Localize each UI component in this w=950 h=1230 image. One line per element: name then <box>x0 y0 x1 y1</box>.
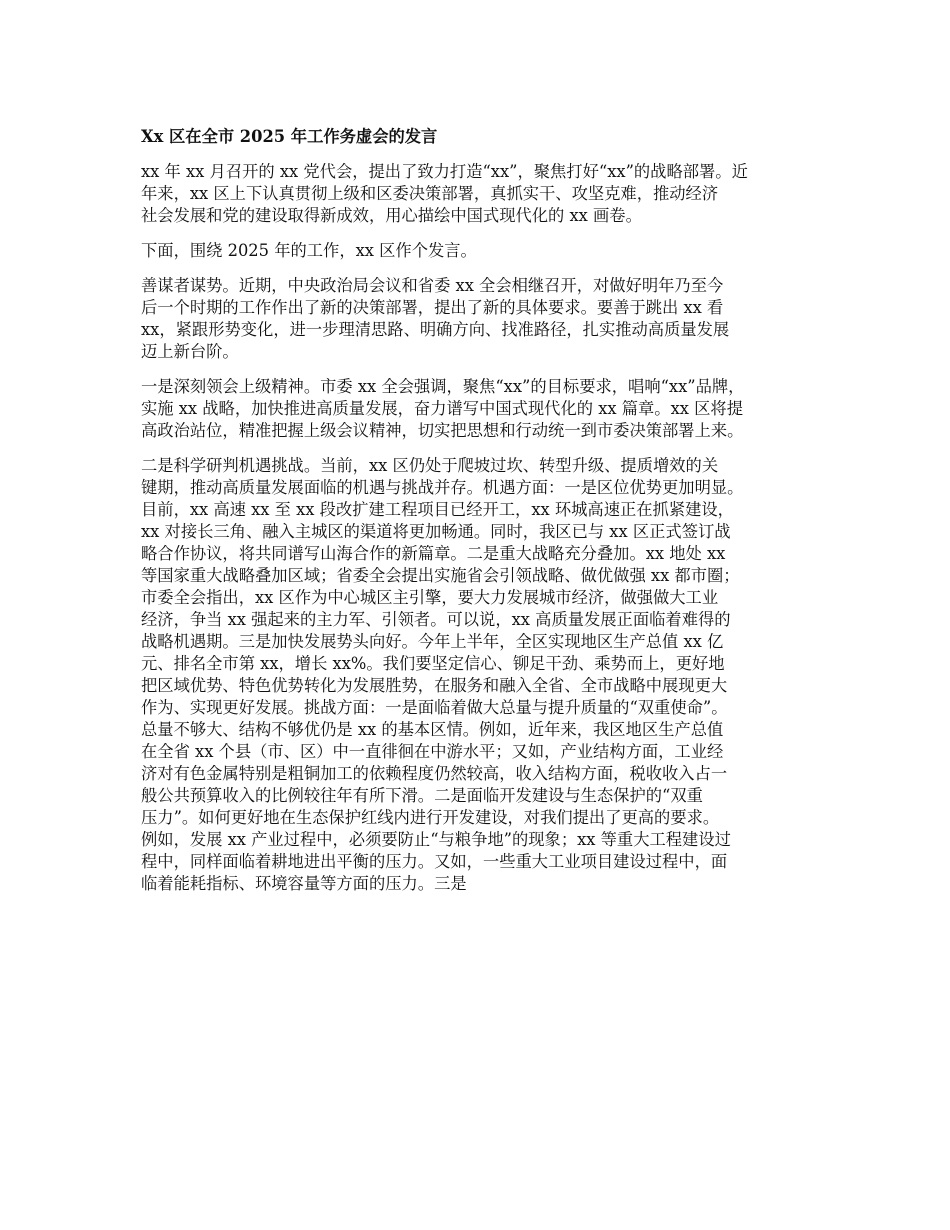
text-line: 经济，争当 xx 强起来的主力军、引领者。可以说，xx 高质量发展正面临着难得的 <box>141 610 731 629</box>
text-line: 市委全会指出，xx 区作为中心城区主引擎，要大力发展城市经济，做强做大工业 <box>141 588 719 607</box>
text-line: xx，紧跟形势变化，进一步理清思路、明确方向、找准路径，扎实推动高质量发展 <box>141 320 730 339</box>
document-title: Xx 区在全市 2025 年工作务虚会的发言 <box>141 127 438 146</box>
text-line: 社会发展和党的建设取得新成效，用心描绘中国式现代化的 xx 画卷。 <box>141 206 642 225</box>
text-line: 在全省 xx 个县（市、区）中一直徘徊在中游水平；又如，产业结构方面，工业经 <box>141 742 724 761</box>
text-line: 济对有色金属特别是粗铜加工的依赖程度仍然较高，收入结构方面，税收收入占一 <box>141 764 728 783</box>
text-line: 压力”。如何更好地在生态保护红线内进行开发建设，对我们提出了更高的要求。 <box>141 808 720 827</box>
text-line: 后一个时期的工作作出了新的决策部署，提出了新的具体要求。要善于跳出 xx 看 <box>141 298 724 317</box>
text-line: 战略机遇期。三是加快发展势头向好。今年上半年，全区实现地区生产总值 xx 亿 <box>141 632 724 651</box>
paragraph <box>141 455 821 895</box>
text-line: 二是科学研判机遇挑战。当前，xx 区仍处于爬坡过坎、转型升级、提质增效的关 <box>141 456 719 475</box>
text-line: 例如，发展 xx 产业过程中，必须要防止“与粮争地”的现象；xx 等重大工程建设过 <box>141 830 731 849</box>
text-line: 下面，围绕 2025 年的工作，xx 区作个发言。 <box>141 241 477 260</box>
text-line: xx 年 xx 月召开的 xx 党代会，提出了致力打造“xx”，聚焦打好“xx”的战略部署。近 <box>141 162 748 181</box>
paragraph <box>141 376 821 442</box>
text-line: 总量不够大、结构不够优仍是 xx 的基本区情。例如，近年来，我区地区生产总值 <box>141 720 724 739</box>
text-line: 年来，xx 区上下认真贯彻上级和区委决策部署，真抓实干、攻坚克难，推动经济 <box>141 184 719 203</box>
text-line: 目前，xx 高速 xx 至 xx 段改扩建工程项目已经开工，xx 环城高速正在抓紧建设， <box>141 500 734 519</box>
text-line: xx 对接长三角、融入主城区的渠道将更加畅通。同时，我区已与 xx 区正式签订战 <box>141 522 731 541</box>
text-line: 迈上新台阶。 <box>141 342 239 361</box>
paragraph <box>141 275 821 363</box>
text-line: 等国家重大战略叠加区域；省委全会提出实施省会引领战略、做优做强 xx 都市圈； <box>141 566 740 585</box>
text-line: 键期，推动高质量发展面临的机遇与挑战并存。机遇方面：一是区位优势更加明显。 <box>141 478 744 497</box>
text-line: 把区域优势、特色优势转化为发展胜势，在服务和融入全省、全市战略中展现更大 <box>141 676 728 695</box>
document-body <box>141 161 821 895</box>
text-line: 作为、实现更好发展。挑战方面：一是面临着做大总量与提升质量的“双重使命”。 <box>141 698 728 717</box>
text-line: 高政治站位，精准把握上级会议精神，切实把思想和行动统一到市委决策部署上来。 <box>141 421 744 440</box>
text-line: 般公共预算收入的比例较往年有所下滑。二是面临开发建设与生态保护的“双重 <box>141 786 703 805</box>
paragraph <box>141 161 821 227</box>
paragraph <box>141 240 821 262</box>
document-page <box>141 126 821 908</box>
text-line: 一是深刻领会上级精神。市委 xx 全会强调，聚焦“xx”的目标要求，唱响“xx”品牌， <box>141 377 745 396</box>
text-line: 程中，同样面临着耕地进出平衡的压力。又如，一些重大工业项目建设过程中，面 <box>141 852 728 871</box>
text-line: 实施 xx 战略，加快推进高质量发展，奋力谱写中国式现代化的 xx 篇章。xx 区将提 <box>141 399 743 418</box>
text-line: 善谋者谋势。近期，中央政治局会议和省委 xx 全会相继召开，对做好明年乃至今 <box>141 276 724 295</box>
text-line: 临着能耗指标、环境容量等方面的压力。三是 <box>141 874 467 893</box>
text-line: 元、排名全市第 xx，增长 xx%。我们要坚定信心、铆足干劲、乘势而上，更好地 <box>141 654 725 673</box>
text-line: 略合作协议，将共同谱写山海合作的新篇章。二是重大战略充分叠加。xx 地处 xx <box>141 544 726 563</box>
